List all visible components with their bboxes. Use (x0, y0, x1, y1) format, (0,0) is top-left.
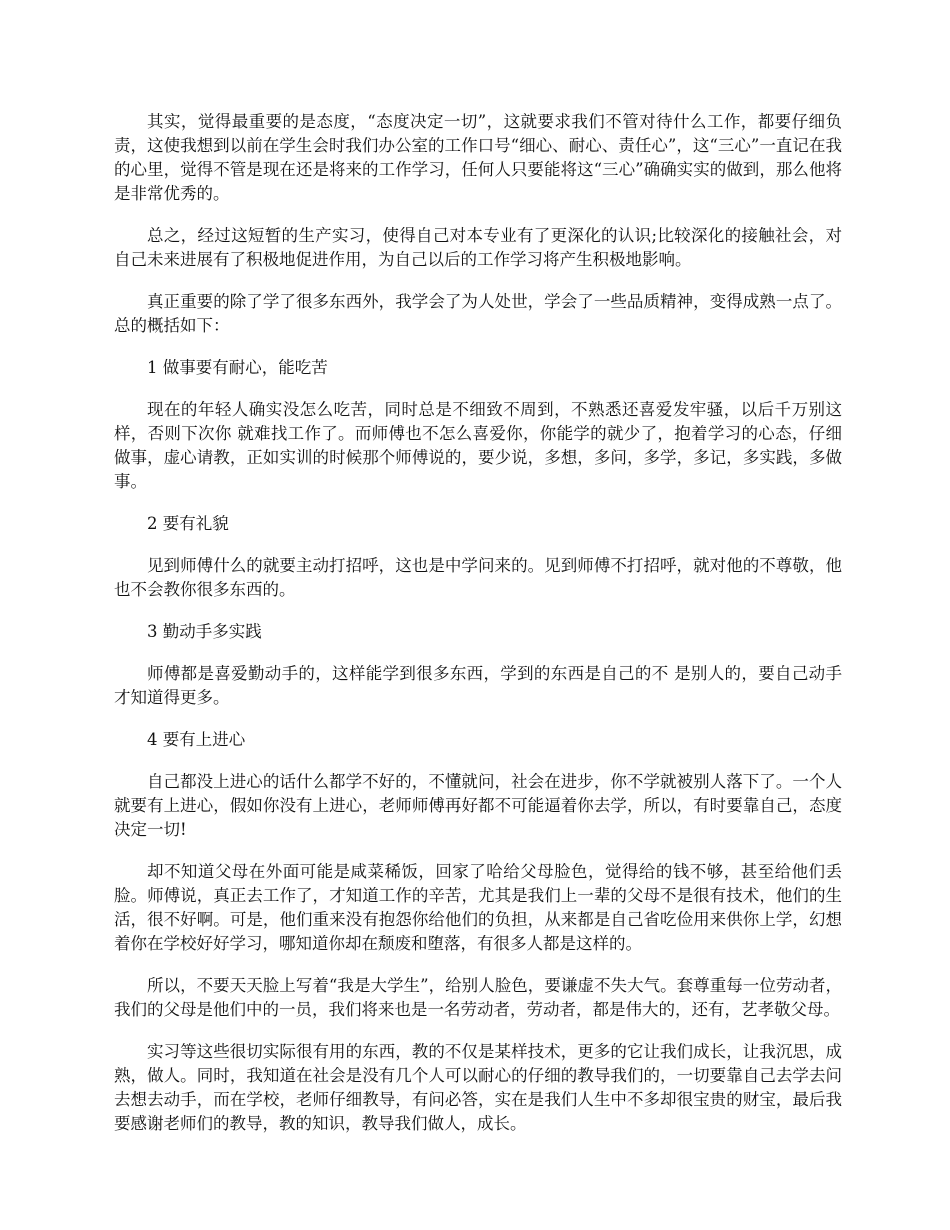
paragraph-overview: 真正重要的除了学了很多东西外，我学会了为人处世，学会了一些品质精神，变得成熟一点了。总的概括如下： (114, 292, 842, 335)
paragraph-practice: 师傅都是喜爱勤动手的，这样能学到很多东西，学到的东西是自己的不 是别人的，要自己动手才知道得更多。 (114, 664, 842, 707)
paragraph-ambition: 自己都没上进心的话什么都学不好的，不懂就问，社会在进步，你不学就被别人落下了。一个人就要有上进心，假如你没有上进心，老师师傅再好都不可能逼着你去学，所以，有时要靠自己，态度决定一切! (114, 772, 842, 839)
paragraph-patience: 现在的年轻人确实没怎么吃苦，同时总是不细致不周到，不熟悉还喜爱发牢骚，以后千万别这样，否则下次你 就难找工作了。而师傅也不怎么喜爱你，你能学的就少了，抱着学习的心态，仔细做事，虚心请教，正如实训的时候那个师傅说的，要少说，多想，多问，多学，多记，多实践，多做事。 (114, 400, 842, 491)
paragraph-politeness: 见到师傅什么的就要主动打招呼，这也是中学问来的。见到师傅不打招呼，就对他的不尊敬，他也不会教你很多东西的。 (114, 556, 842, 599)
paragraph-parents: 却不知道父母在外面可能是咸菜稀饭，回家了哈给父母脸色，觉得给的钱不够，甚至给他们丢脸。师傅说，真正去工作了，才知道工作的辛苦，尤其是我们上一辈的父母不是很有技术，他们的生活，很不好啊。可是，他们重来没有抱怨你给他们的负担，从来都是自己省吃俭用来供你上学，幻想着你在学校好好学习，哪知道你却在颓废和堕落，有很多人都是这样的。 (114, 862, 842, 953)
paragraph-conclusion: 实习等这些很切实际很有用的东西，教的不仅是某样技术，更多的它让我们成长，让我沉思，成熟，做人。同时，我知道在社会是没有几个人可以耐心的仔细的教导我们的，一切要靠自己去学去问去想去动手，而在学校，老师仔细教导，有问必答，实在是我们人生中不多却很宝贵的财宝，最后我要感谢老师们的教导，教的知识，教导我们做人，成长。 (114, 1042, 842, 1133)
heading-patience: 1 做事要有耐心，能吃苦 (147, 358, 328, 377)
heading-ambition: 4 要有上进心 (147, 730, 246, 749)
heading-politeness: 2 要有礼貌 (147, 514, 229, 533)
document-body (114, 110, 842, 1154)
paragraph-attitude: 其实，觉得最重要的是态度，“态度决定一切”，这就要求我们不管对待什么工作，都要仔细负责，这使我想到以前在学生会时我们办公室的工作口号“细心、耐心、责任心”，这“三心”一直记在我的心里，觉得不管是现在还是将来的工作学习，任何人只要能将这“三心”确确实实的做到，那么他将是非常优秀的。 (114, 112, 842, 203)
paragraph-summary: 总之，经过这短暂的生产实习，使得自己对本专业有了更深化的认识;比较深化的接触社会，对自己未来进展有了积极地促进作用，为自己以后的工作学习将产生积极地影响。 (114, 226, 842, 269)
paragraph-humility: 所以，不要天天脸上写着“我是大学生”，给别人脸色，要谦虚不失大气。套尊重每一位劳动者，我们的父母是他们中的一员，我们将来也是一名劳动者，劳动者，都是伟大的，还有，艺孝敬父母。 (114, 976, 842, 1019)
heading-practice: 3 勤动手多实践 (147, 622, 262, 641)
